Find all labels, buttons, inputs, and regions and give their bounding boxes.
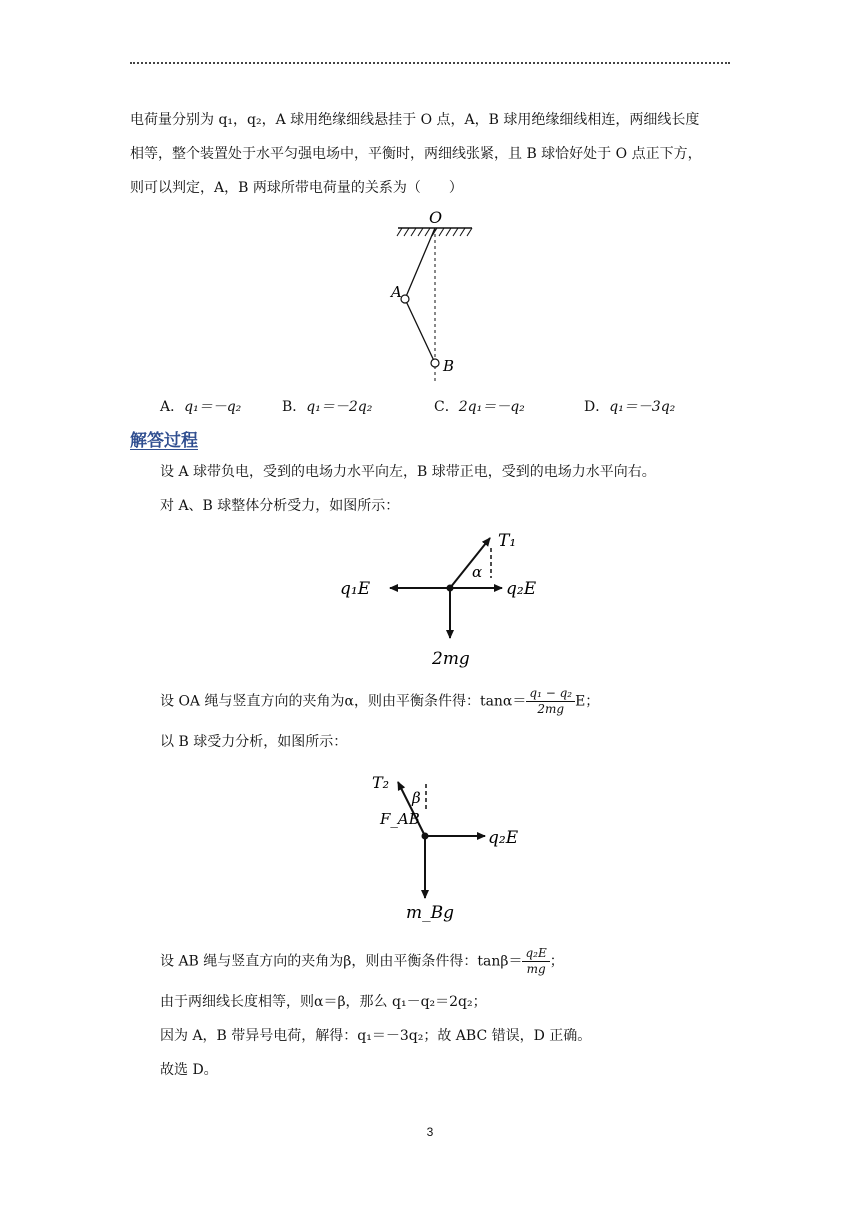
solution-line-7: 因为 A，B 带异号电荷，解得：q₁＝－3q₂；故 ABC 错误，D 正确。: [160, 1028, 592, 1044]
header-dotted-rule: [130, 62, 730, 64]
solution-heading: 解答过程: [130, 431, 198, 451]
solution-line-1: 设 A 球带负电，受到的电场力水平向左，B 球带正电，受到的电场力水平向右。: [160, 464, 656, 480]
fraction-tan-alpha: $\frac{\text{q₁ − q₂}}{2mg}$: [526, 686, 575, 717]
label-fab: F_AB: [380, 810, 420, 828]
figure-system-force-diagram: [340, 522, 560, 672]
solution-line-8: 故选 D。: [160, 1062, 218, 1078]
label-a: A: [391, 283, 402, 301]
solution-line-6: 由于两细线长度相等，则α＝β，那么 q₁－q₂＝2q₂；: [160, 994, 487, 1010]
label-o: O: [429, 208, 443, 227]
label-q2e: q₂E: [506, 579, 537, 599]
label-q2e-b: q₂E: [488, 828, 519, 848]
solution-line-2: 对 A、B 球整体分析受力，如图所示：: [160, 498, 400, 514]
option-c: C．2q₁＝－q₂: [434, 399, 525, 415]
label-alpha: α: [472, 563, 483, 581]
question-line-3: 则可以判定，A，B 两球所带电荷量的关系为（ ）: [130, 180, 463, 196]
fraction-tan-beta: $\frac{\text{q₂E}}{mg}$: [522, 946, 549, 977]
ball-b: [431, 359, 439, 367]
label-b: B: [443, 357, 455, 375]
option-d: D．q₁＝－3q₂: [584, 399, 676, 415]
question-line-1: 电荷量分别为 q₁，q₂，A 球用绝缘细线悬挂于 O 点，A，B 球用绝缘细线相连，两细线长度: [130, 112, 700, 128]
label-t1: T₁: [498, 531, 517, 551]
solution-line-5: 设 AB 绳与竖直方向的夹角为β，则由平衡条件得：tanβ＝ $\frac{\text{q₂E}}{mg}$ ；: [160, 946, 564, 976]
page-number: 3: [426, 1125, 434, 1139]
label-beta: β: [412, 789, 421, 807]
label-2mg: 2mg: [432, 649, 470, 669]
option-b: B．q₁＝－2q₂: [282, 399, 373, 415]
ball-a: [401, 295, 409, 303]
figure-suspension-diagram: [380, 205, 490, 385]
label-mbg: m_Bg: [406, 903, 454, 922]
question-line-2: 相等，整个装置处于水平匀强电场中，平衡时，两细线张紧，且 B 球恰好处于 O 点正下方，: [130, 146, 702, 162]
label-q1e: q₁E: [340, 579, 371, 599]
option-a: A．q₁＝－q₂: [160, 399, 242, 415]
figure-ball-b-force-diagram: [368, 770, 528, 922]
label-t2: T₂: [372, 773, 390, 792]
solution-line-4: 以 B 球受力分析，如图所示：: [160, 734, 348, 750]
solution-line-3: 设 OA 绳与竖直方向的夹角为α，则由平衡条件得：tanα＝ $\frac{\text{q₁ − q₂}}{2mg}$ E；: [160, 686, 600, 716]
